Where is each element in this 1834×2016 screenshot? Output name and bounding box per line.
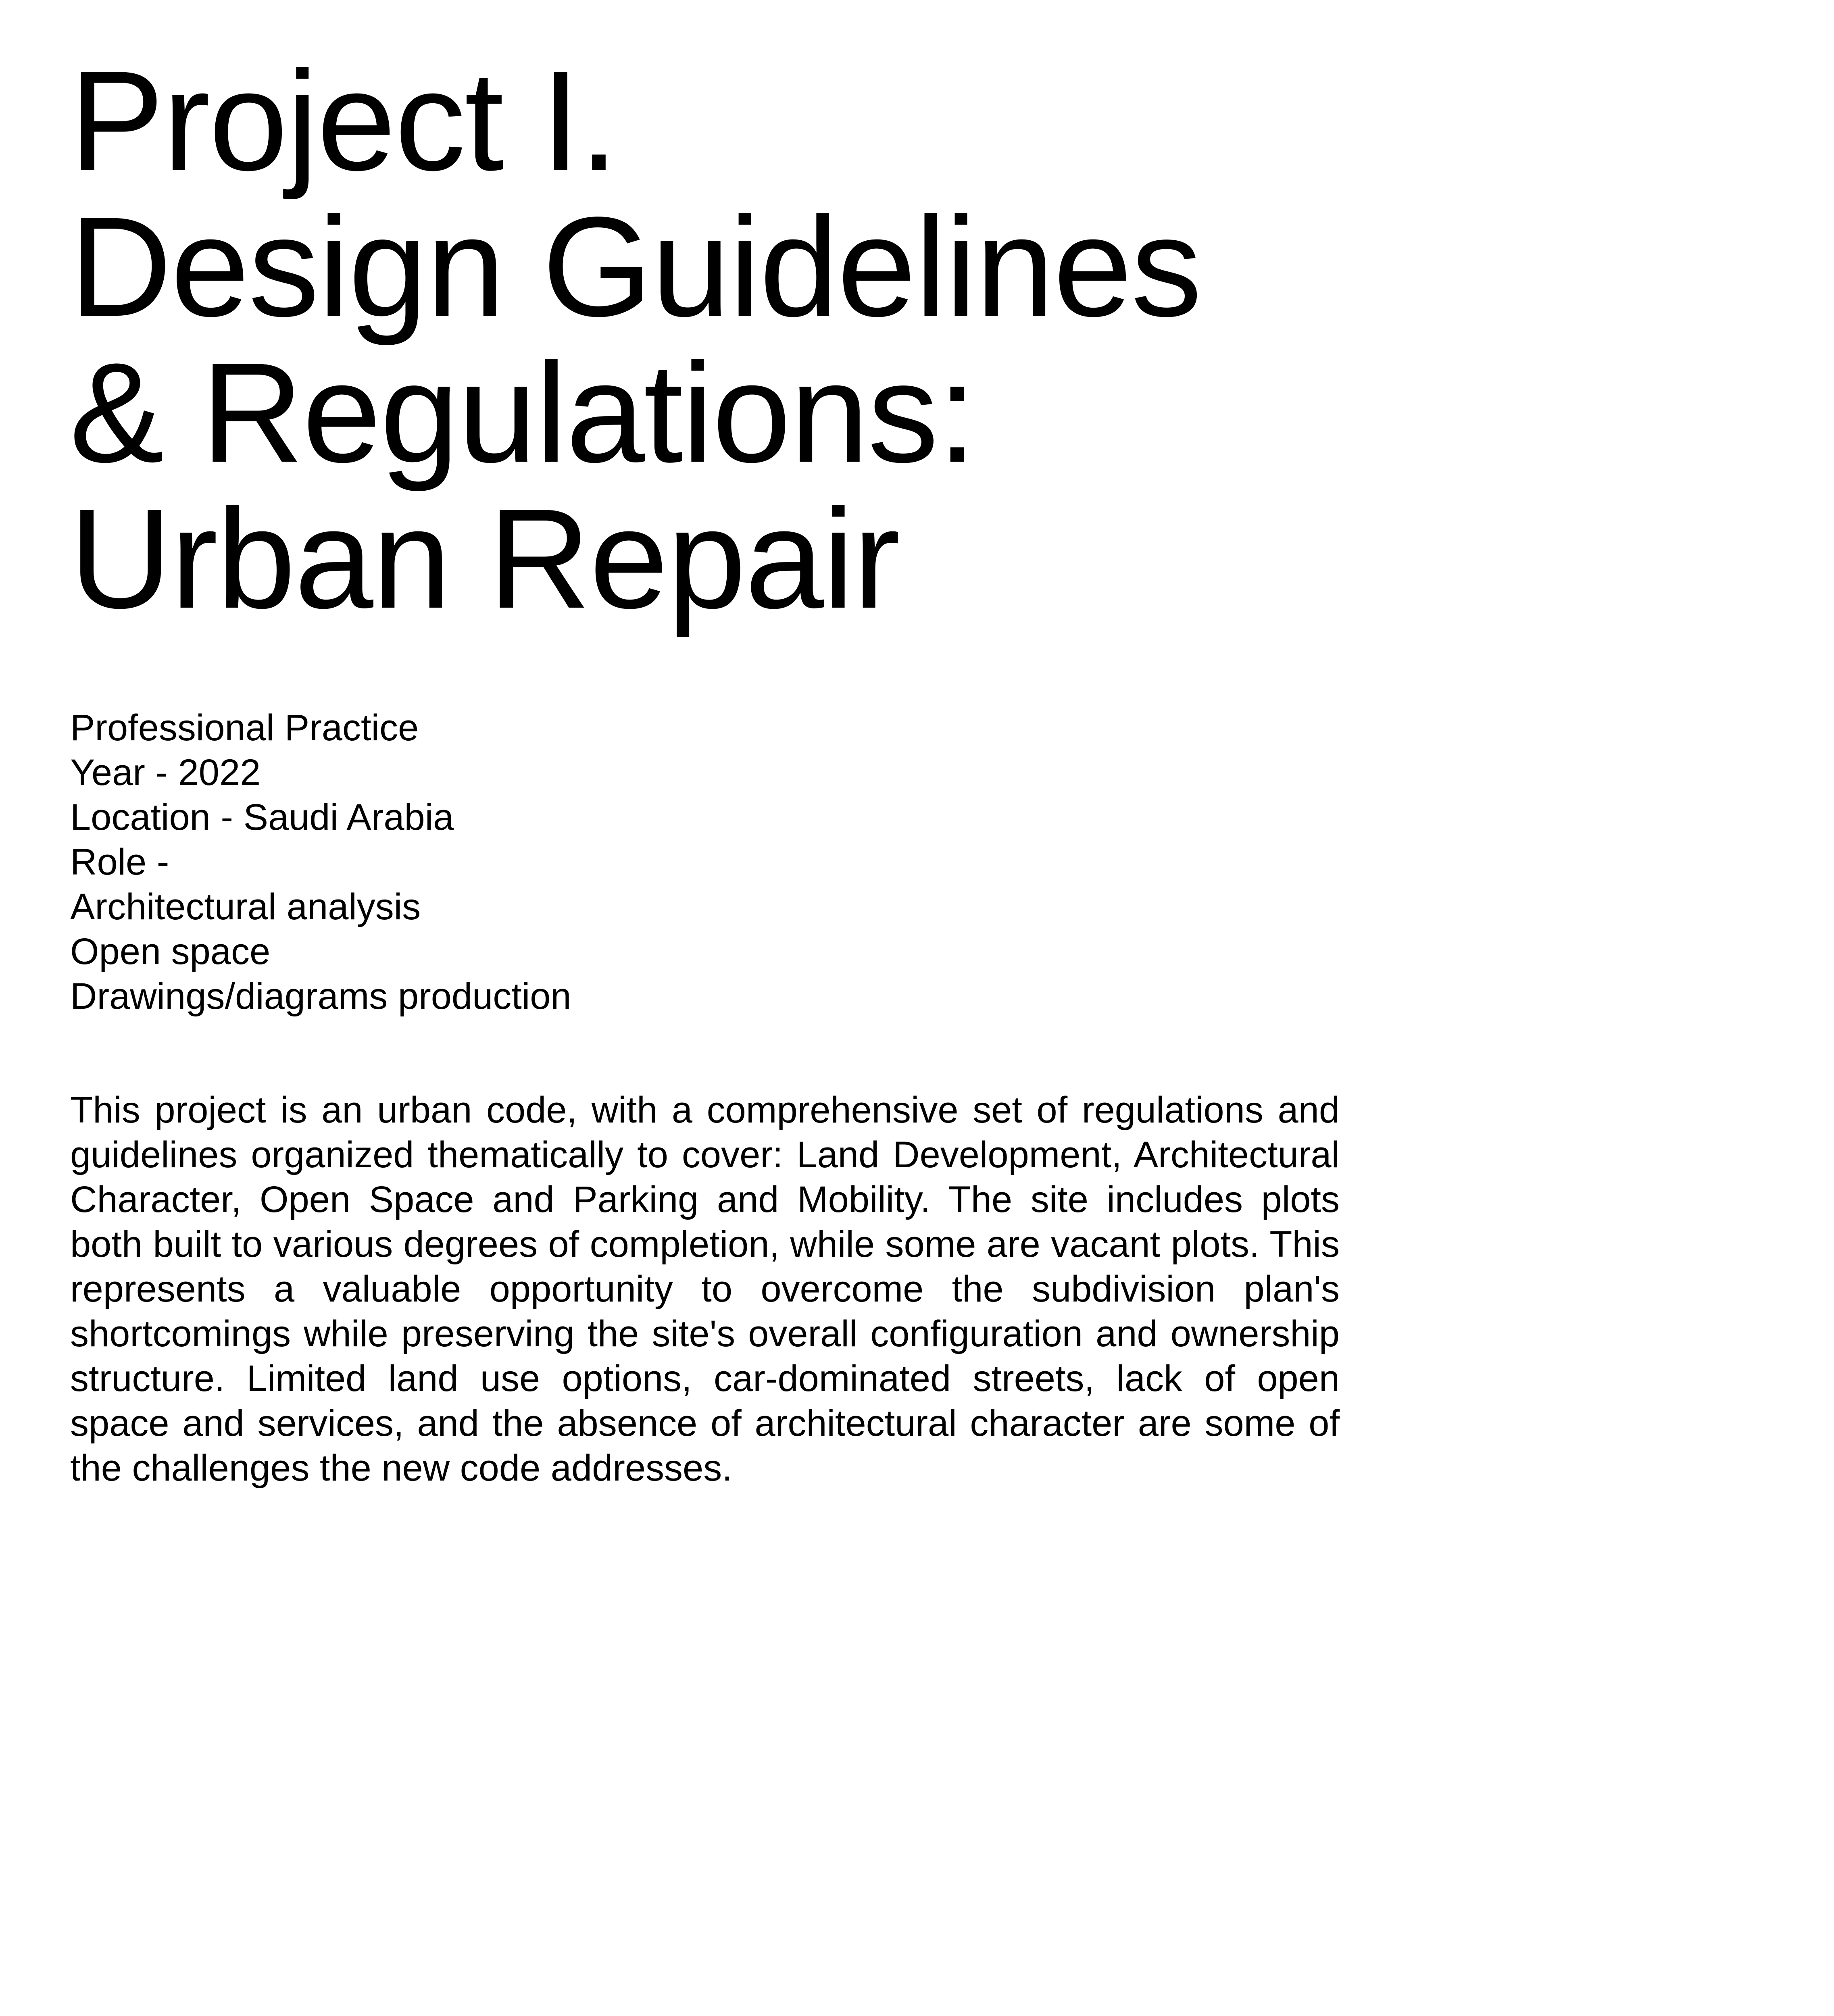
meta-role-open-space: Open space [70,931,271,972]
title-line-2: Design Guidelines [69,187,1201,346]
project-meta-list [70,706,571,1019]
meta-year: Year - 2022 [70,752,261,793]
title-line-1: Project I. [69,41,617,200]
meta-role-architectural-analysis: Architectural analysis [70,886,421,927]
meta-role-drawings: Drawings/diagrams production [70,976,571,1017]
page-title [69,41,1201,638]
project-description: This project is an urban code, with a comprehensive set of regulations and guidelines organized thematically to cover: Land Development, Architectural Character, Open Space and Parking and Mobility. The site includes plots both built to various degrees of completion, while some are vacant plots. This represents a valuable opportunity to overcome the subdivision plan's shortcomings while preserving the site's overall configuration and ownership structure. Limited land use options, car-dominated streets, lack of open space and services, and the absence of architectural character are some of the challenges the new code addresses. [70,1089,1340,1489]
title-line-3: & Regulations: [69,333,976,492]
meta-location: Location - Saudi Arabia [70,797,454,838]
title-line-4: Urban Repair [69,479,899,638]
meta-role-heading: Role - [70,841,169,883]
meta-practice: Professional Practice [70,707,419,748]
